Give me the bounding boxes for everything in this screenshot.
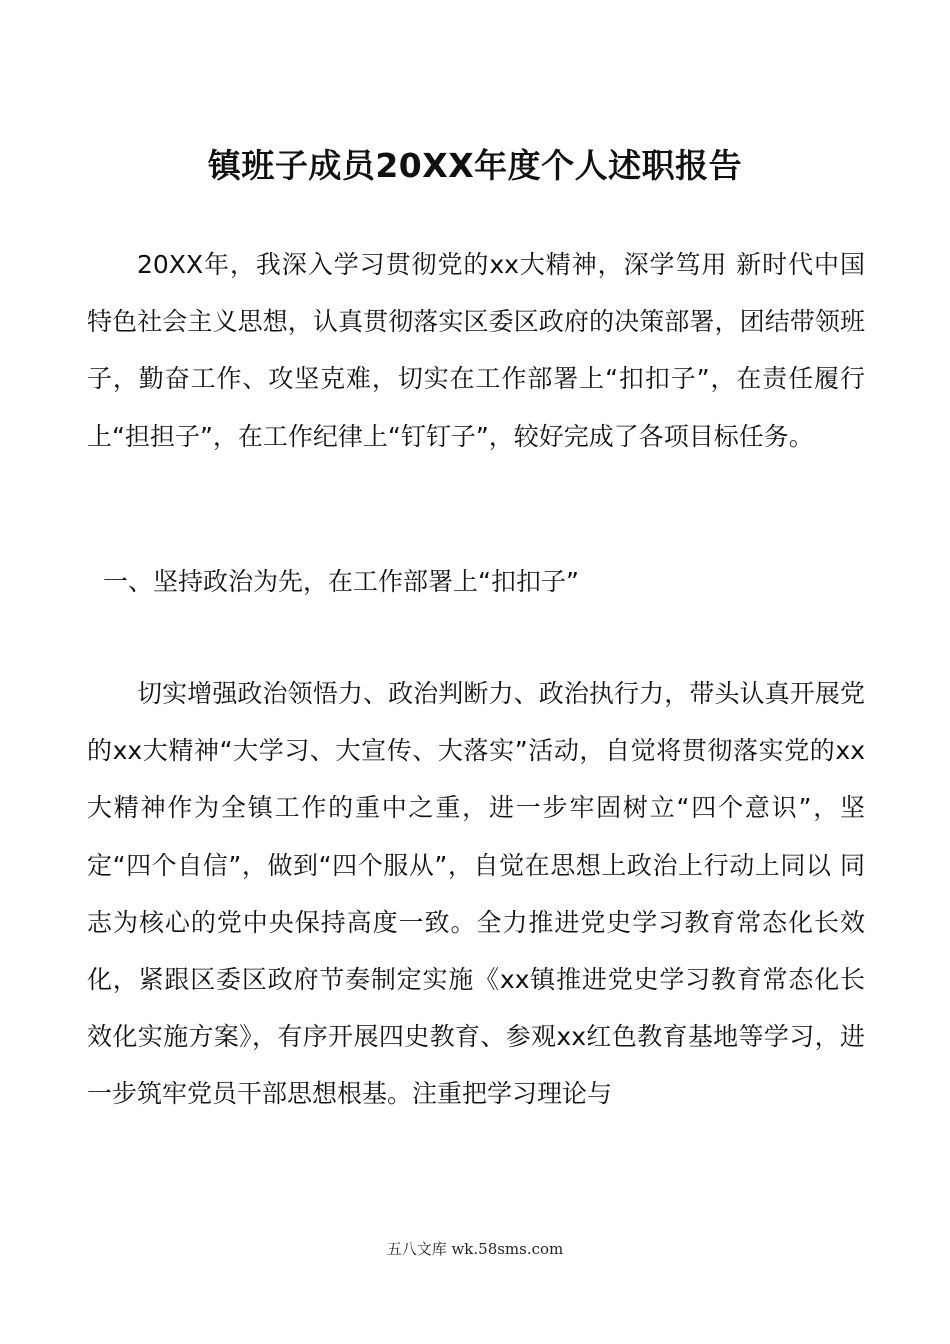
section-body-paragraph: 切实增强政治领悟力、政治判断力、政治执行力，带头认真开展党的xx大精神“大学习、大宣传、大落实”活动，自觉将贯彻落实党的xx大精神作为全镇工作的重中之重，进一步牢固树立“四个意识”，坚定“四个自信”，做到“四个服从”，自觉在思想上政治上行动上同以 同志为核心的党中央保持高度一致。全力推进党史学习教育常态化长效化，紧跟区委区政府节奏制定实施《xx镇推进党史学习教育常态化长效化实施方案》，有序开展四史教育、参观xx红色教育基地等学习，进一步筑牢党员干部思想根基。注重把学习理论与 (87, 679, 865, 1109)
intro-paragraph: 20XX年，我深入学习贯彻党的xx大精神，深学笃用 新时代中国特色社会主义思想，认真贯彻落实区委区政府的决策部署，团结带领班子，勤奋工作、攻坚克难，切实在工作部署上“扣扣子”，在责任履行上“担担子”，在工作纪律上“钉钉子”，较好完成了各项目标任务。 (87, 250, 865, 451)
section-heading: 一、坚持政治为先，在工作部署上“扣扣子” (103, 567, 579, 596)
document-title: 镇班子成员20XX年度个人述职报告 (207, 146, 743, 185)
footer-watermark: 五八文库 wk.58sms.com (386, 1240, 564, 1258)
